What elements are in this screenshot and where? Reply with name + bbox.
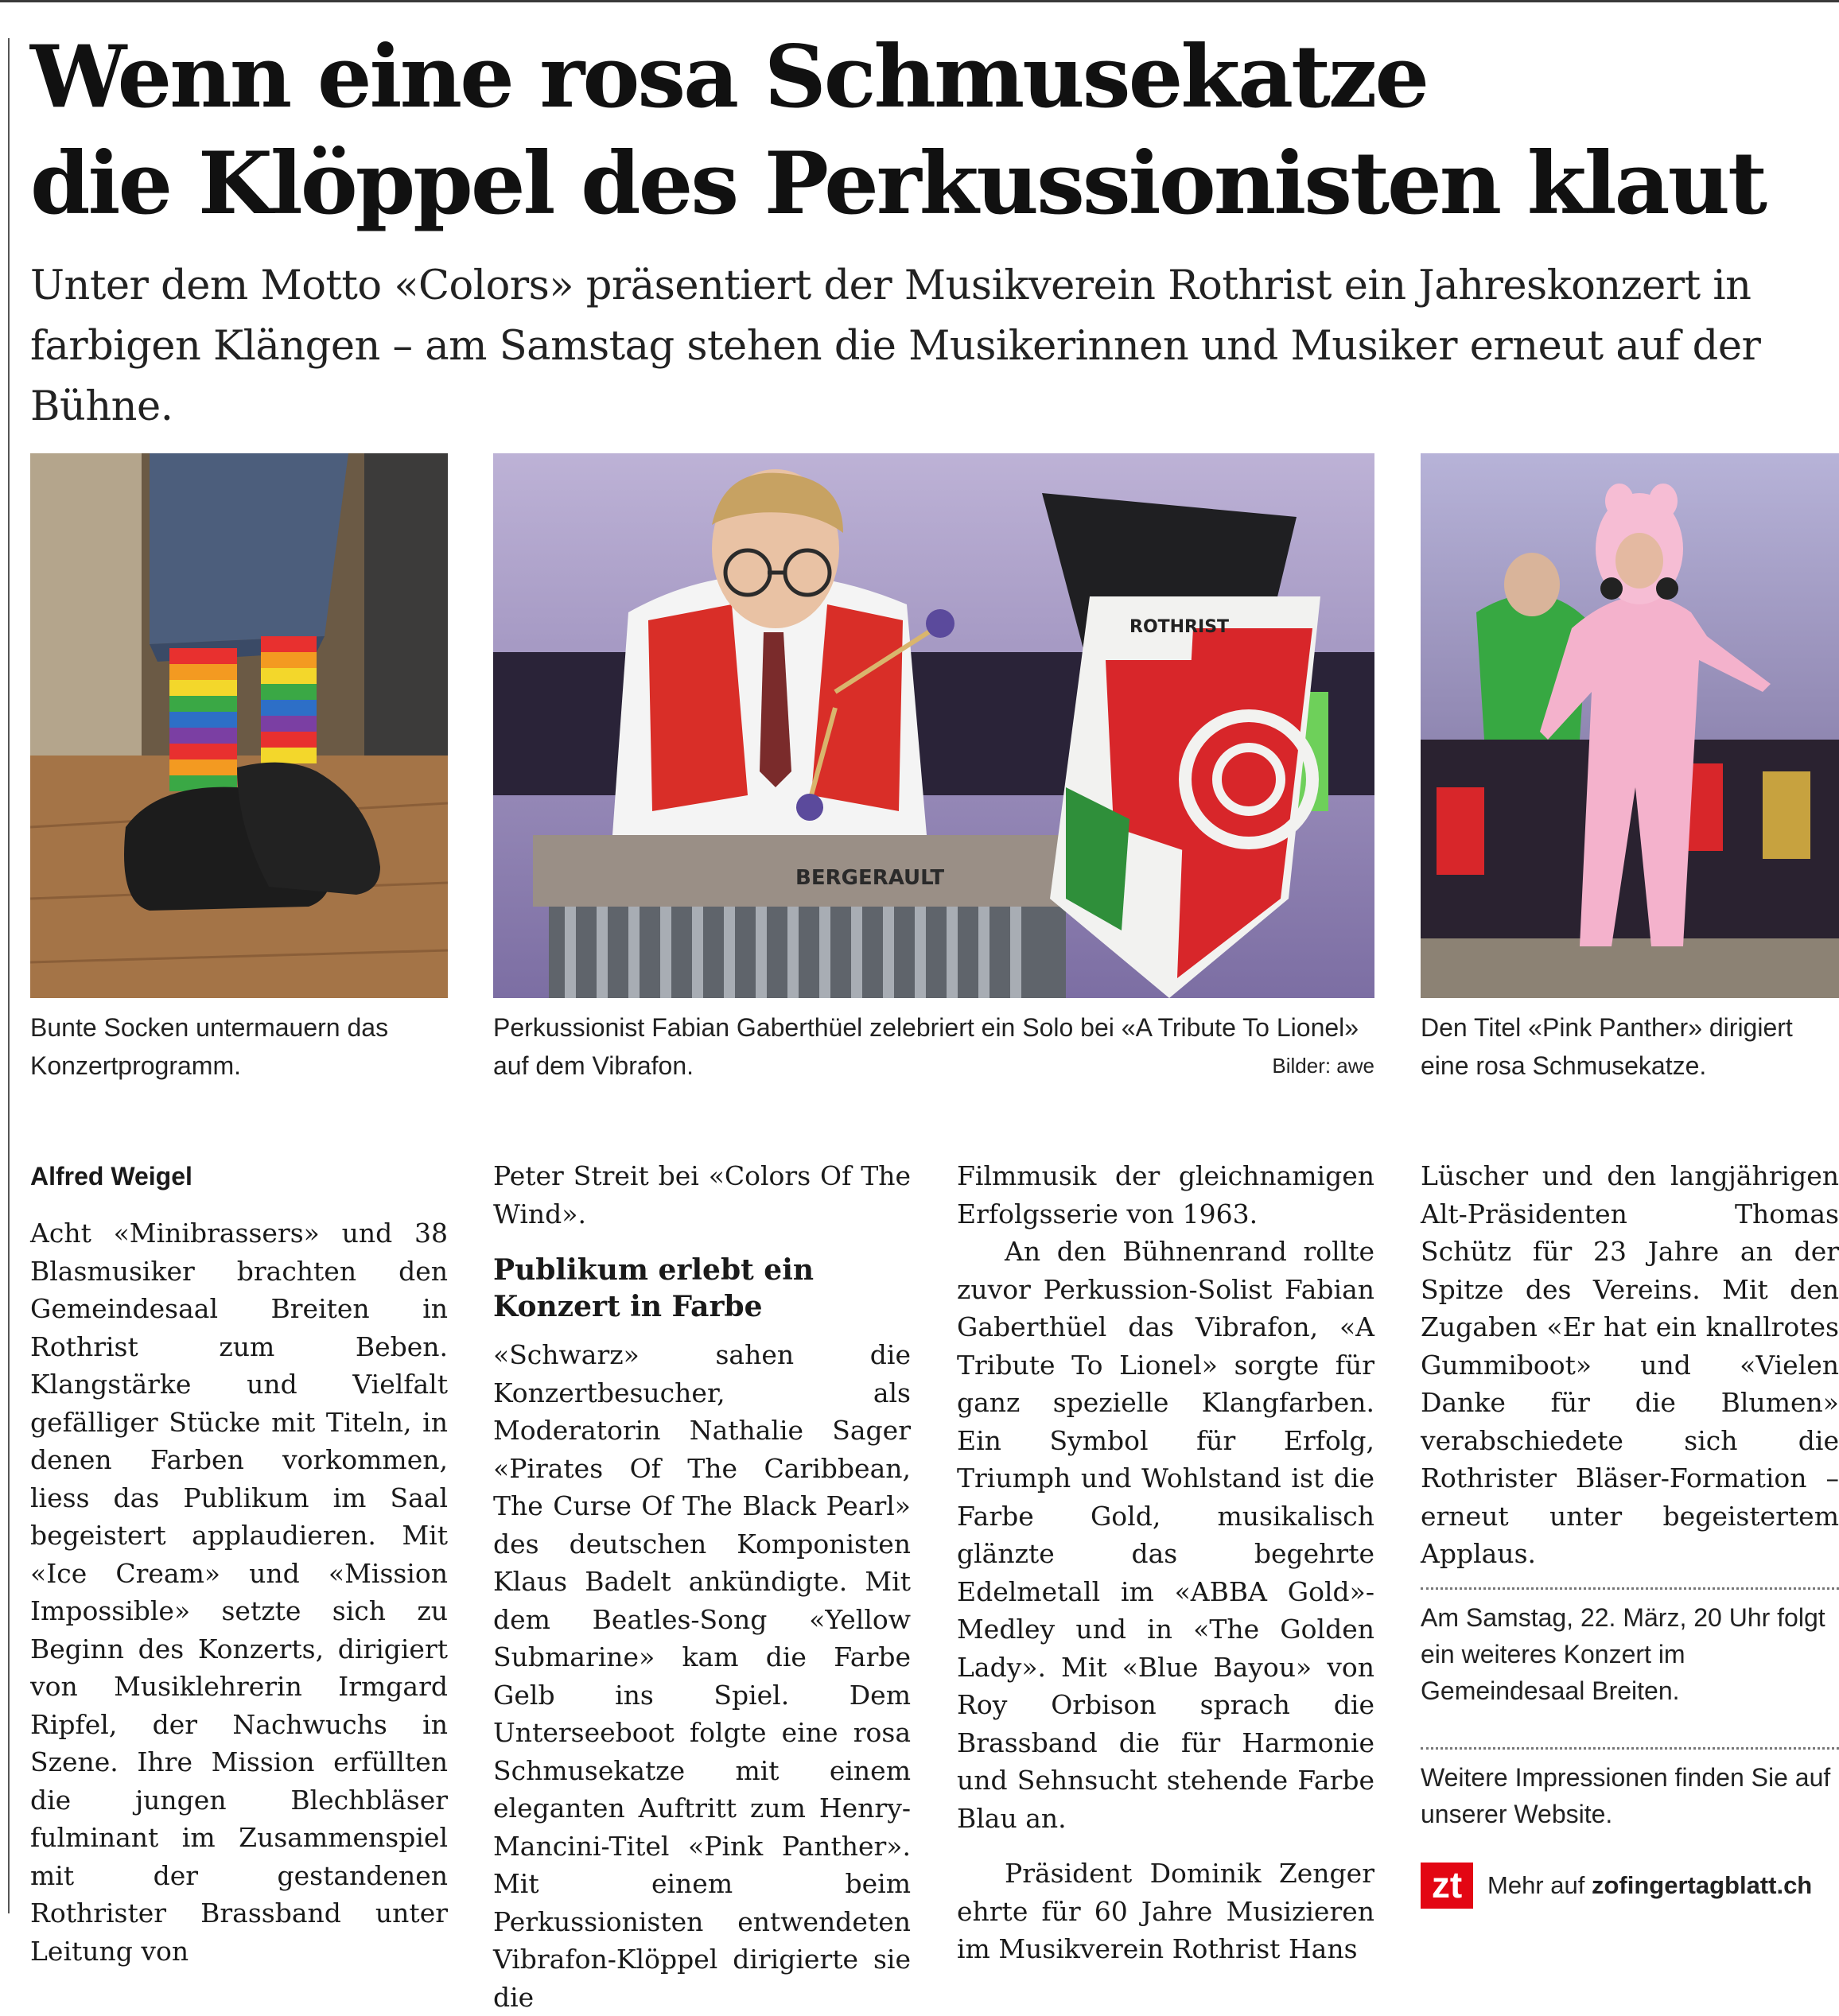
article-lead: [30, 256, 1828, 437]
photo-vibraphone-soloist: [493, 453, 1374, 998]
column-4-paragraph-0: Lüscher und den langjährigen Alt-Präsidenten Thomas Schütz für 23 Jahre an der Spitze des Vereins. Mit den Zugaben «Er hat ein knallrotes Gummiboot» und «Vielen Danke für die Blumen» verabschiedete sich die Rothrister Bläser-Formation – erneut unter begeistertem Applaus.: [1421, 1160, 1839, 1569]
column-3-paragraph-0: Filmmusik der gleichnamigen Erfolgsserie von 1963.: [957, 1160, 1374, 1229]
author-byline: Alfred Weigel: [30, 1162, 192, 1191]
article-column-1: [30, 1157, 448, 1970]
article-column-3: [957, 1157, 1374, 1968]
more-link-text[interactable]: [1487, 1867, 1812, 1904]
column-3-paragraph-1: An den Bühnenrand rollte zuvor Perkussion-Solist Fabian Gaberthüel das Vibrafon, «A Tribute To Lionel» sorgte für ganz spezielle Klangfarben. Ein Symbol für Erfolg, Triumph und Wohlstand ist die Farbe Gold, musikalisch glänzte das begehrte Edelmetall im «ABBA Gold»-Medley und in «The Golden Lady». Mit «Blue Bayou» von Roy Orbison sprach die Brassband die für Harmonie und Sehnsucht stehende Farbe Blau an.: [957, 1236, 1374, 1834]
banner-town: ROTHRIST: [1129, 617, 1230, 637]
caption-vibraphone: Perkussionist Fabian Gaberthüel zelebriert ein Solo bei «A Tribute To Lionel» auf dem Vibrafon.: [493, 1013, 1359, 1080]
caption-socks: Bunte Socken untermauern das Konzertprogramm.: [30, 1013, 389, 1080]
article-headline: [30, 24, 1820, 237]
photo-pink-panther-costume: [1421, 453, 1839, 998]
lead-line-2: farbigen Klängen – am Samstag stehen die Musikerinnen und Musiker erneut auf der Bühne.: [30, 323, 1761, 430]
vibraphone-brand: BERGERAULT: [795, 866, 945, 890]
concert-info-box: Am Samstag, 22. März, 20 Uhr folgt ein weiteres Konzert im Gemeindesaal Breiten.: [1421, 1602, 1825, 1705]
dotted-divider: [1421, 1587, 1839, 1590]
column-3-paragraph-2: Präsident Dominik Zenger ehrte für 60 Jahre Musizieren im Musikverein Rothrist Hans: [957, 1858, 1374, 1964]
photo-credit: Bilder: awe: [1272, 1054, 1374, 1078]
top-rule: [0, 0, 1839, 2]
headline-line-2: die Klöppel des Perkussionisten klaut: [30, 134, 1766, 234]
left-margin-rule: [8, 38, 10, 1913]
dotted-divider: [1421, 1747, 1839, 1750]
article-column-2: [493, 1157, 911, 2016]
column-2-paragraph-0: Peter Streit bei «Colors Of The Wind».: [493, 1160, 911, 1229]
photo-colorful-socks: [30, 453, 448, 998]
website-info-box: Weitere Impressionen finden Sie auf unserer Website.: [1421, 1762, 1831, 1828]
caption-pink-panther: Den Titel «Pink Panther» dirigiert eine rosa Schmusekatze.: [1421, 1013, 1793, 1080]
column-1-paragraph: Acht «Minibrassers» und 38 Blasmusiker brachten den Gemeindesaal Breiten in Rothrist zum Beben. Klangstärke und Vielfalt gefälliger Stücke mit Titeln, in denen Farben vorkommen, liess das Publikum im Saal begeistert applaudieren. Mit «Ice Cream» und «Mission Impossible» setzte sich zu Beginn des Konzerts, dirigiert von Musiklehrerin Irmgard Ripfel, der Nachwuchs in Szene. Ihre Mission erfüllten die jungen Blechbläser fulminant im Zusammenspiel mit der gestandenen Rothrister Brassband unter Leitung von: [30, 1218, 448, 1967]
lead-line-1: Unter dem Motto «Colors» präsentiert der Musikverein Rothrist ein Jahreskonzert in: [30, 262, 1752, 309]
website-link[interactable]: zofingertagblatt.ch: [1591, 1871, 1813, 1899]
section-subheading: Publikum erlebt ein Konzert in Farbe: [493, 1253, 815, 1323]
column-2-paragraph-1: «Schwarz» sahen die Konzertbesucher, als Moderatorin Nathalie Sager «Pirates Of The Caribbean, The Curse Of The Black Pearl» des deutschen Komponisten Klaus Badelt ankündigte. Mit dem Beatles-Song «Yellow Submarine» kam die Farbe Gelb ins Spiel. Dem Unterseeboot folgte eine rosa Schmusekatze mit einem eleganten Auftritt zum Henry-Mancini-Titel «Pink Panther». Mit einem beim Perkussionisten entwendeten Vibrafon-Klöppel dirigierte sie die: [493, 1339, 911, 2013]
article-column-4: [1421, 1157, 1839, 1832]
more-link-bar[interactable]: [1421, 1863, 1839, 1909]
more-label: Mehr auf: [1487, 1871, 1585, 1899]
zt-logo: zt: [1421, 1863, 1473, 1909]
headline-line-1: Wenn eine rosa Schmusekatze: [30, 27, 1428, 127]
